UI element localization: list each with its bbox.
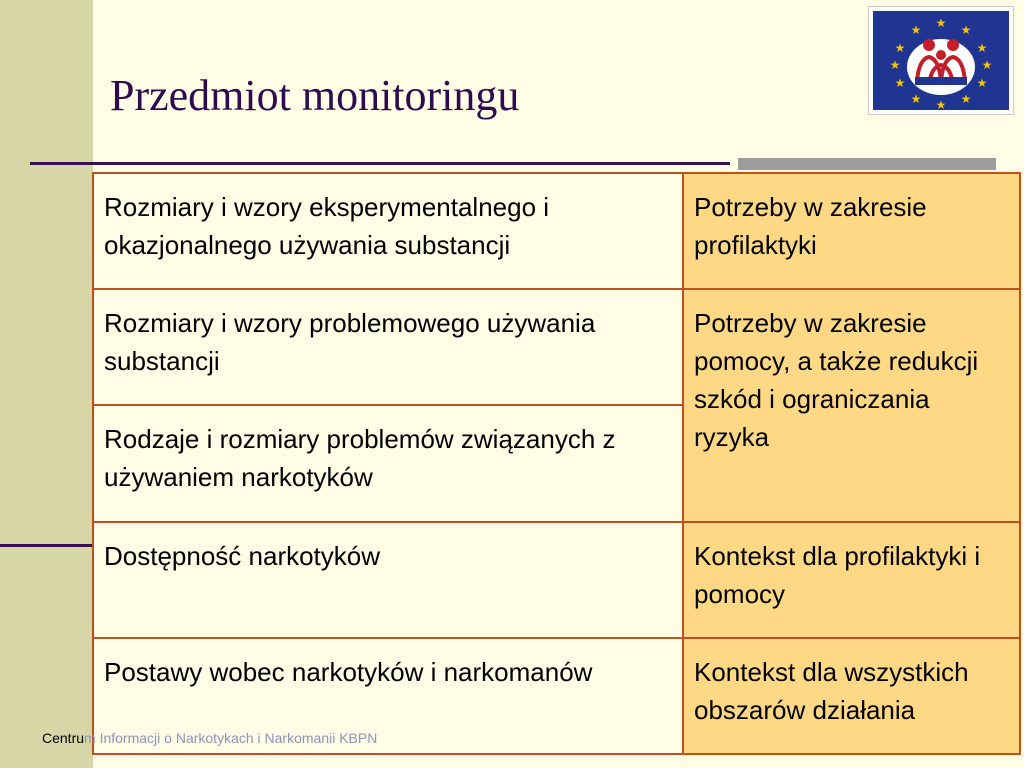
table-row [93,522,1020,638]
slide-title: Przedmiot monitoringu [110,71,520,120]
title-divider-line [30,162,730,165]
table-cell: Potrzeby w zakresie profilaktyki [683,173,1020,289]
title-divider-grey-bar [738,158,996,170]
left-sidebar-band [0,0,93,768]
svg-text:★: ★ [935,16,947,30]
svg-text:★: ★ [976,41,988,55]
svg-text:★: ★ [981,58,993,72]
footer-text-dark: Centru [42,730,85,746]
svg-text:★: ★ [960,92,972,106]
table-cell: Dostępność narkotyków [93,522,683,638]
svg-text:★: ★ [910,23,922,37]
sidebar-divider-line [0,544,93,547]
table-cell: Rozmiary i wzory problemowego używania substancji [93,289,683,405]
table-cell: Kontekst dla wszystkich obszarów działania [683,638,1020,754]
eu-stars-people-logo-icon [868,6,1014,115]
svg-text:★: ★ [935,98,947,112]
monitoring-table [92,172,1021,755]
table-cell: Kontekst dla profilaktyki i pomocy [683,522,1020,638]
svg-text:★: ★ [894,76,906,90]
table-cell: Rodzaje i rozmiary problemów związanych z używaniem narkotyków [93,405,683,521]
svg-text:★: ★ [894,41,906,55]
table-row [93,173,1020,289]
table-cell: Rozmiary i wzory eksperymentalnego i okazjonalnego używania substancji [93,173,683,289]
table-cell: Postawy wobec narkotyków i narkomanów [93,638,683,754]
svg-text:★: ★ [976,76,988,90]
svg-text:★: ★ [960,23,972,37]
svg-text:★: ★ [910,92,922,106]
svg-text:★: ★ [889,58,901,72]
footer-source [42,730,377,746]
table-cell: Potrzeby w zakresie pomocy, a także redukcji szkód i ograniczania ryzyka [683,289,1020,521]
table-row [93,289,1020,405]
footer-text-faded: m Informacji o Narkotykach i Narkomanii KBPN [84,730,378,746]
